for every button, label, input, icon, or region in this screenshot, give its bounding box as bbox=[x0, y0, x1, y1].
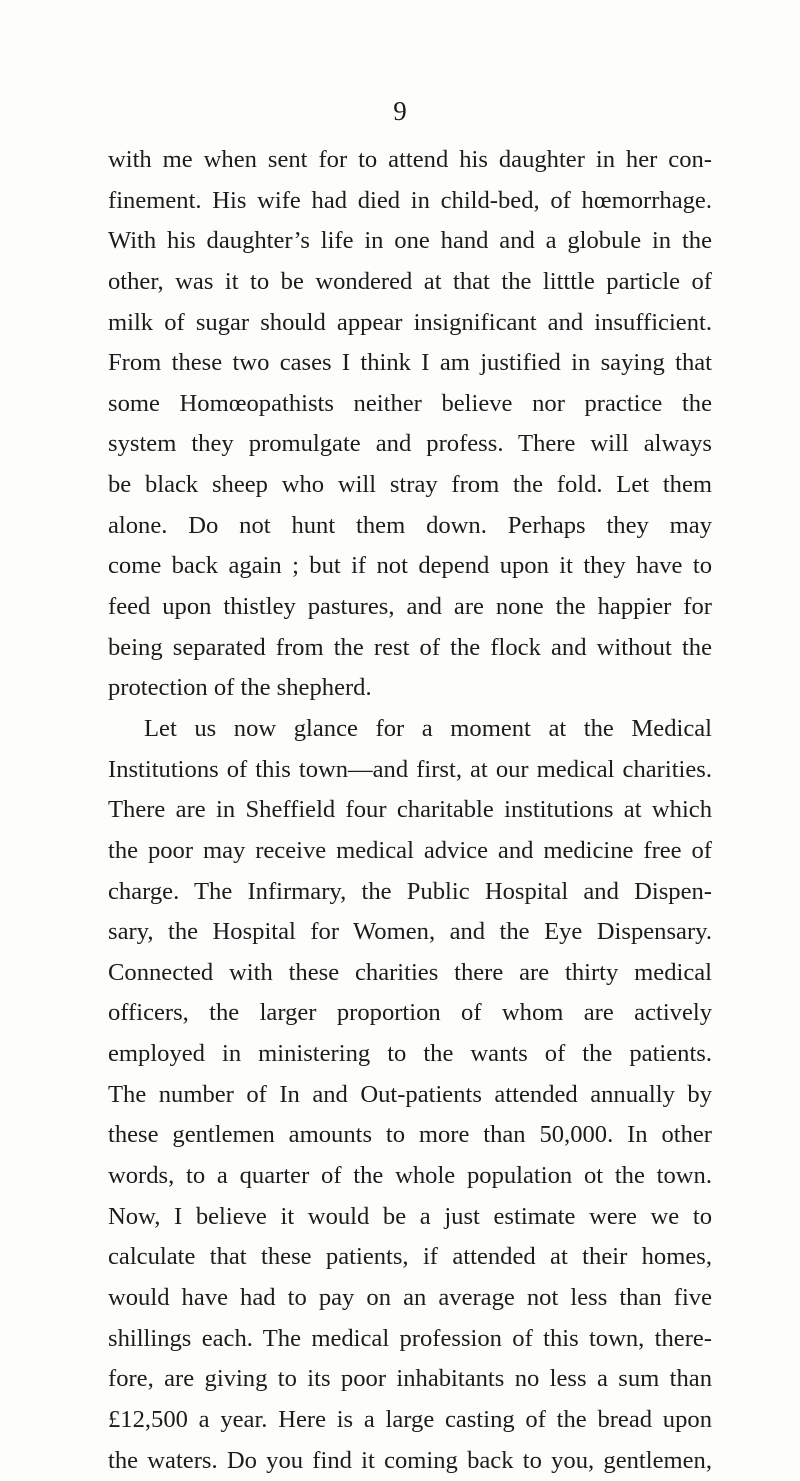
text-line: employed in ministering to the wants of the patients. bbox=[108, 1034, 712, 1075]
text-line: system they promulgate and profess. There will always bbox=[108, 424, 712, 465]
text-line: Let us now glance for a moment at the Medical bbox=[108, 709, 712, 750]
text-line: officers, the larger proportion of whom are actively bbox=[108, 993, 712, 1034]
text-line: feed upon thistley pastures, and are none the happier for bbox=[108, 587, 712, 628]
text-line: Institutions of this town—and first, at our medical charities. bbox=[108, 750, 712, 791]
text-line: With his daughter’s life in one hand and a globule in the bbox=[108, 221, 712, 262]
text-line: these gentlemen amounts to more than 50,000. In other bbox=[108, 1115, 712, 1156]
text-line: be black sheep who will stray from the fold. Let them bbox=[108, 465, 712, 506]
text-line: From these two cases I think I am justified in saying that bbox=[108, 343, 712, 384]
text-line: charge. The Infirmary, the Public Hospital and Dispen- bbox=[108, 872, 712, 913]
text-line: The number of In and Out-patients attended annually by bbox=[108, 1075, 712, 1116]
text-line: words, to a quarter of the whole population ot the town. bbox=[108, 1156, 712, 1197]
text-line: Connected with these charities there are thirty medical bbox=[108, 953, 712, 994]
text-line: the waters. Do you find it coming back to you, gentlemen, bbox=[108, 1441, 712, 1481]
body-text bbox=[108, 140, 712, 1481]
text-line: calculate that these patients, if attended at their homes, bbox=[108, 1237, 712, 1278]
text-line: with me when sent for to attend his daughter in her con- bbox=[108, 140, 712, 181]
text-line: being separated from the rest of the flock and without the bbox=[108, 628, 712, 669]
text-line: come back again ; but if not depend upon it they have to bbox=[108, 546, 712, 587]
text-line: alone. Do not hunt them down. Perhaps they may bbox=[108, 506, 712, 547]
text-line: finement. His wife had died in child-bed, of hœmorrhage. bbox=[108, 181, 712, 222]
text-line: some Homœopathists neither believe nor practice the bbox=[108, 384, 712, 425]
text-line: would have had to pay on an average not less than five bbox=[108, 1278, 712, 1319]
text-line: sary, the Hospital for Women, and the Eye Dispensary. bbox=[108, 912, 712, 953]
text-line: other, was it to be wondered at that the litttle particle of bbox=[108, 262, 712, 303]
text-line: fore, are giving to its poor inhabitants no less a sum than bbox=[108, 1359, 712, 1400]
text-line: There are in Sheffield four charitable institutions at which bbox=[108, 790, 712, 831]
text-line: shillings each. The medical profession of this town, there- bbox=[108, 1319, 712, 1360]
paragraph-1 bbox=[108, 140, 712, 709]
paragraph-2 bbox=[108, 709, 712, 1481]
text-line: the poor may receive medical advice and medicine free of bbox=[108, 831, 712, 872]
text-line: milk of sugar should appear insignificant and insufficient. bbox=[108, 303, 712, 344]
text-line: Now, I believe it would be a just estimate were we to bbox=[108, 1197, 712, 1238]
page-number: 9 bbox=[0, 96, 800, 126]
text-line: protection of the shepherd. bbox=[108, 668, 712, 709]
text-line: £12,500 a year. Here is a large casting of the bread upon bbox=[108, 1400, 712, 1441]
